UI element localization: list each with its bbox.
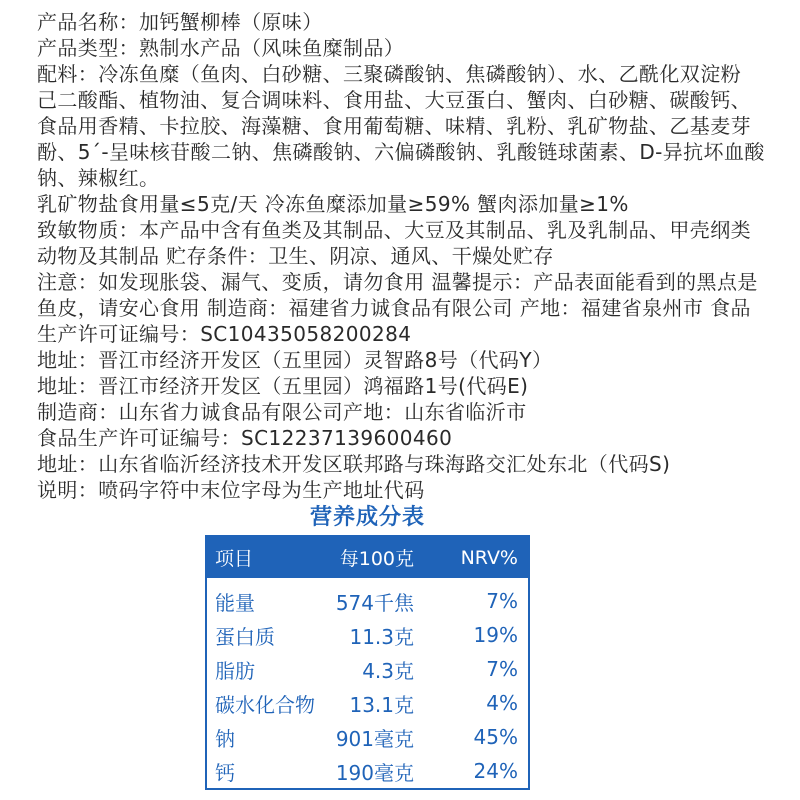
table-row <box>207 652 528 686</box>
table-row <box>207 618 528 652</box>
nutrient-amount: 4.3克 <box>362 658 414 683</box>
nutrition-table <box>205 535 530 790</box>
ingredients-line: 配料：冷冻鱼糜（鱼肉、白砂糖、三聚磷酸钠、焦磷酸钠）、水、乙酰化双淀粉 <box>37 62 741 86</box>
nutrient-name: 钙 <box>215 760 235 785</box>
license-number-line: 生产许可证编号：SC10435058200284 <box>37 322 412 346</box>
ingredients-line: 酚、5´-呈味核苷酸二钠、焦磷酸钠、六偏磷酸钠、乳酸链球菌素、D-异抗坏血酸 <box>37 140 765 164</box>
license-number-line: 食品生产许可证编号：SC12237139600460 <box>37 426 453 450</box>
explanation-line: 说明：喷码字符中末位字母为生产地址代码 <box>37 478 425 502</box>
nutrient-amount: 901毫克 <box>335 726 414 751</box>
nutrient-amount: 13.1克 <box>349 692 414 717</box>
table-row <box>207 686 528 720</box>
nutrient-nrv: 45% <box>473 725 518 749</box>
address-line: 地址：晋江市经济开发区（五里园）灵智路8号（代码Y） <box>37 348 553 372</box>
table-row <box>207 720 528 754</box>
nutrition-table-title: 营养成分表 <box>309 505 425 530</box>
nutrient-name: 蛋白质 <box>215 624 275 649</box>
nutrient-amount: 11.3克 <box>349 624 414 649</box>
nutrient-nrv: 4% <box>486 691 518 715</box>
nutrient-nrv: 19% <box>473 623 518 647</box>
table-row <box>207 584 528 618</box>
nutrition-table-body <box>207 578 528 788</box>
notice-line: 注意：如发现胀袋、漏气、变质，请勿食用 温馨提示：产品表面能看到的黑点是 <box>37 270 758 294</box>
product-name-line: 产品名称：加钙蟹柳棒（原味） <box>37 10 323 34</box>
header-nrv: NRV% <box>460 546 518 569</box>
nutrient-amount: 190毫克 <box>335 760 414 785</box>
manufacturer-line: 制造商：山东省力诚食品有限公司产地：山东省临沂市 <box>37 400 527 424</box>
nutrient-amount: 574千焦 <box>335 590 414 615</box>
nutrient-name: 钠 <box>215 726 235 751</box>
nutrient-nrv: 7% <box>486 589 518 613</box>
table-row <box>207 754 528 788</box>
manufacturer-line: 鱼皮，请安心食用 制造商：福建省力诚食品有限公司 产地：福建省泉州市 食品 <box>37 296 751 320</box>
ingredients-line: 己二酸酯、植物油、复合调味料、食用盐、大豆蛋白、蟹肉、白砂糖、碳酸钙、 <box>37 88 751 112</box>
ingredients-line: 食品用香精、卡拉胶、海藻糖、食用葡萄糖、味精、乳粉、乳矿物盐、乙基麦芽 <box>37 114 751 138</box>
nutrient-name: 碳水化合物 <box>215 692 315 717</box>
nutrient-nrv: 7% <box>486 657 518 681</box>
header-per-100g: 每100克 <box>339 548 414 570</box>
nutrient-nrv: 24% <box>473 759 518 783</box>
additive-amounts-line: 乳矿物盐食用量≤5克/天 冷冻鱼糜添加量≥59% 蟹肉添加量≥1% <box>37 192 629 216</box>
nutrient-name: 能量 <box>215 590 255 615</box>
label-text-block <box>37 9 793 503</box>
address-line: 地址：晋江市经济开发区（五里园）鸿福路1号(代码E) <box>37 374 529 398</box>
header-item: 项目 <box>215 548 254 570</box>
nutrient-name: 脂肪 <box>215 658 255 683</box>
storage-line: 动物及其制品 贮存条件：卫生、阴凉、通风、干燥处贮存 <box>37 244 554 268</box>
nutrition-table-header <box>207 537 528 578</box>
product-type-line: 产品类型：熟制水产品（风味鱼糜制品） <box>37 36 405 60</box>
address-line: 地址：山东省临沂经济技术开发区联邦路与珠海路交汇处东北（代码S) <box>37 452 671 476</box>
ingredients-line: 钠、辣椒红。 <box>37 166 160 190</box>
allergen-line: 致敏物质：本产品中含有鱼类及其制品、大豆及其制品、乳及乳制品、甲壳纲类 <box>37 218 751 242</box>
